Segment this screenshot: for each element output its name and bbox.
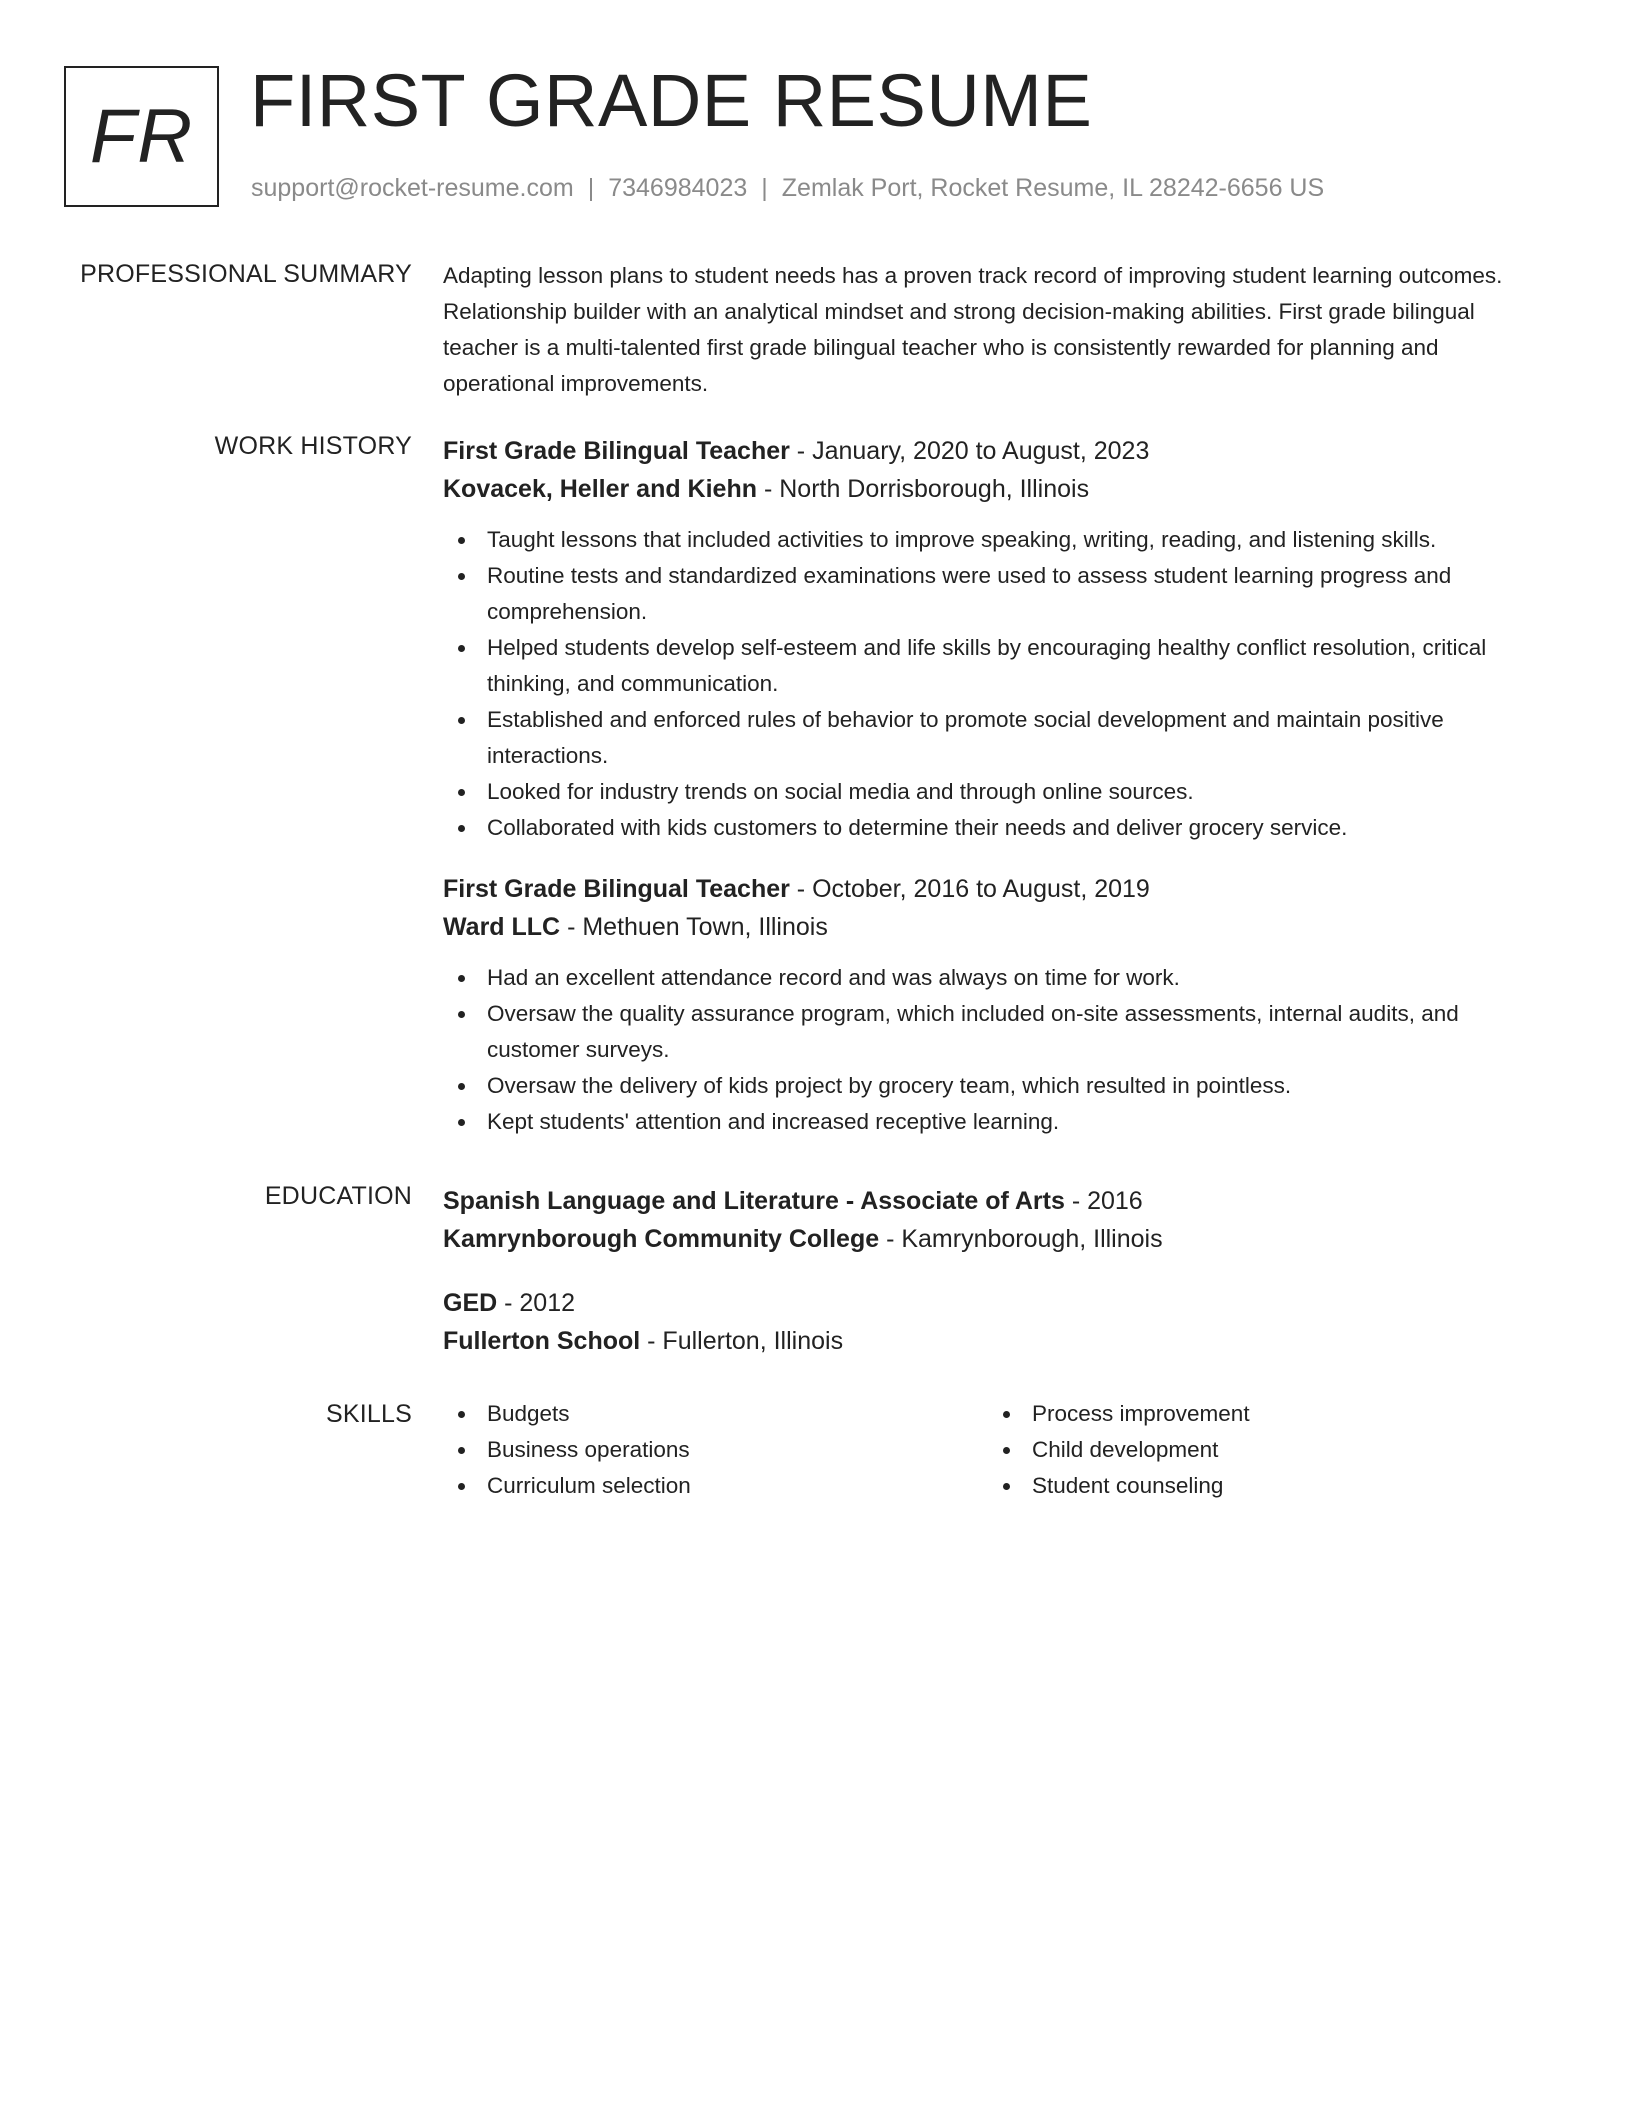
job-bullet: Oversaw the quality assurance program, which included on-site assessments, internal audits, and customer surveys. — [443, 996, 1555, 1068]
skills-column-left — [443, 1396, 988, 1504]
job-bullets — [443, 960, 1555, 1140]
job-bullet: Looked for industry trends on social media and through online sources. — [443, 774, 1555, 810]
education-degree: Spanish Language and Literature - Associate of Arts — [443, 1187, 1065, 1215]
skill-item: Child development — [988, 1432, 1533, 1468]
monogram-text: FR — [89, 94, 194, 179]
education-location: - Kamrynborough, Illinois — [879, 1225, 1163, 1253]
education-body — [443, 1182, 1555, 1386]
job-company: Ward LLC — [443, 913, 561, 941]
job-role: First Grade Bilingual Teacher — [443, 875, 790, 903]
summary-body — [443, 260, 1555, 402]
education-degree-line — [443, 1182, 1555, 1220]
skill-item: Budgets — [443, 1396, 988, 1432]
education-school-line — [443, 1322, 1555, 1360]
contact-address: Zemlak Port, Rocket Resume, IL 28242-6656 US — [781, 174, 1325, 202]
work-history-body — [443, 432, 1555, 1164]
skill-item: Business operations — [443, 1432, 988, 1468]
skills-grid — [443, 1396, 1555, 1504]
section-title-skills: SKILLS — [326, 1400, 412, 1428]
job-entry — [443, 870, 1555, 1140]
job-entry — [443, 432, 1555, 846]
resume-name: FIRST GRADE RESUME — [250, 59, 1093, 142]
job-bullet: Established and enforced rules of behavior to promote social development and maintain positive interactions. — [443, 702, 1555, 774]
contact-separator: | — [587, 174, 595, 202]
education-entry — [443, 1284, 1555, 1360]
job-bullet: Taught lessons that included activities to improve speaking, writing, reading, and listening skills. — [443, 522, 1555, 558]
education-year: - 2016 — [1064, 1187, 1143, 1215]
monogram-badge — [64, 66, 219, 207]
job-location: - North Dorrisborough, Illinois — [757, 475, 1090, 503]
education-degree: GED — [443, 1289, 498, 1317]
job-bullet: Had an excellent attendance record and was always on time for work. — [443, 960, 1555, 996]
section-title-education: EDUCATION — [264, 1182, 412, 1210]
job-bullets — [443, 522, 1555, 846]
skill-item: Process improvement — [988, 1396, 1533, 1432]
job-dates: - January, 2020 to August, 2023 — [789, 437, 1150, 465]
education-degree-line — [443, 1284, 1555, 1322]
skills-column-right — [988, 1396, 1533, 1504]
job-title-line — [443, 432, 1555, 470]
job-dates: - October, 2016 to August, 2019 — [789, 875, 1150, 903]
job-role: First Grade Bilingual Teacher — [443, 437, 790, 465]
job-bullet: Oversaw the delivery of kids project by grocery team, which resulted in pointless. — [443, 1068, 1555, 1104]
skills-body — [443, 1396, 1555, 1504]
job-location: - Methuen Town, Illinois — [560, 913, 828, 941]
job-bullet: Kept students' attention and increased receptive learning. — [443, 1104, 1555, 1140]
skill-item: Student counseling — [988, 1468, 1533, 1504]
contact-phone[interactable]: 7346984023 — [608, 174, 748, 202]
education-year: - 2012 — [497, 1289, 576, 1317]
summary-text: Adapting lesson plans to student needs has a proven track record of improving student learning outcomes. Relationship builder with an analytical mindset and strong decision-making abilities. First grade bilingual teacher is a multi-talented first grade bilingual teacher who is consistently rewarded for planning and operational improvements. — [443, 263, 1503, 396]
job-company: Kovacek, Heller and Kiehn — [443, 475, 758, 503]
job-company-line — [443, 470, 1555, 508]
education-school: Fullerton School — [443, 1327, 641, 1355]
job-bullet: Collaborated with kids customers to determine their needs and deliver grocery service. — [443, 810, 1555, 846]
education-entry — [443, 1182, 1555, 1258]
job-bullet: Routine tests and standardized examinations were used to assess student learning progress and comprehension. — [443, 558, 1555, 630]
education-school-line — [443, 1220, 1555, 1258]
section-title-work-history: WORK HISTORY — [214, 432, 412, 460]
contact-line — [251, 174, 1324, 203]
education-school: Kamrynborough Community College — [443, 1225, 880, 1253]
job-title-line — [443, 870, 1555, 908]
contact-email[interactable]: support@rocket-resume.com — [251, 174, 574, 202]
contact-separator: | — [761, 174, 768, 202]
section-title-summary: PROFESSIONAL SUMMARY — [80, 260, 412, 288]
education-location: - Fullerton, Illinois — [640, 1327, 844, 1355]
skill-item: Curriculum selection — [443, 1468, 988, 1504]
job-company-line — [443, 908, 1555, 946]
job-bullet: Helped students develop self-esteem and life skills by encouraging healthy conflict resolution, critical thinking, and communication. — [443, 630, 1555, 702]
